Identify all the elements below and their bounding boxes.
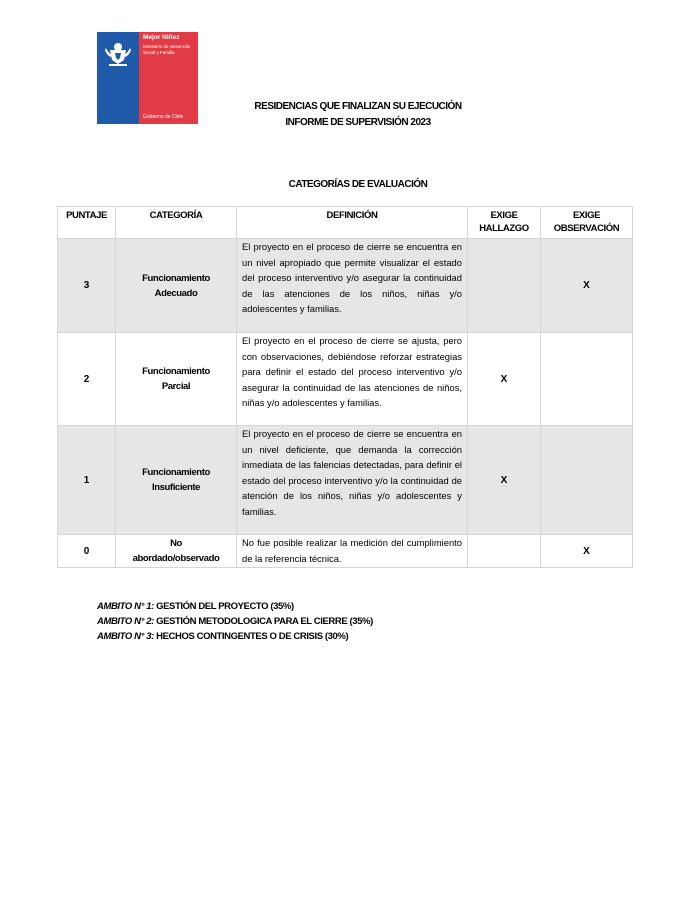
table-row [58,333,633,426]
row-finding-mark: X [468,333,541,426]
ambito-item [97,629,373,644]
category-line-1: Funcionamiento [142,467,210,478]
header-requires-observation [541,207,633,239]
category-line-1: Funcionamiento [142,366,210,377]
row-category [116,426,237,535]
row-finding-mark: X [468,426,541,535]
ambito-label: AMBITO N° 1: [97,601,154,612]
row-definition: No fue posible realizar la medición del cumplimiento de la referencia técnica. [237,535,468,568]
table-row [58,239,633,333]
row-category [116,333,237,426]
ambito-item [97,599,373,614]
ambito-text: GESTIÓN METODOLOGICA PARA EL CIERRE (35%) [153,616,373,627]
header-finding-line-1: EXIGE [490,210,518,221]
row-finding-mark [468,535,541,568]
header-score: PUNTAJE [58,207,116,239]
header-category: CATEGORÍA [116,207,237,239]
chilean-coat-of-arms-icon [103,38,133,68]
row-observation-mark [541,426,633,535]
header-definition: DEFINICIÓN [237,207,468,239]
report-title-line-2: INFORME DE SUPERVISIÓN 2023 [285,117,431,128]
evaluation-categories-table [57,206,633,568]
category-line-2: Insuficiente [152,482,200,493]
category-line-2: Adecuado [154,287,198,299]
category-line-1: Funcionamiento [142,272,210,284]
ambito-item [97,614,373,629]
header-finding-line-2: HALLAZGO [479,223,529,234]
row-definition: El proyecto en el proceso de cierre se encuentra en un nivel apropiado que permite visualizar el estado del proceso interventivo y/o asegurar la continuidad de las atenciones de los niños, niñas y/o adolescentes y familias. [237,239,468,333]
row-finding-mark [468,239,541,333]
header-observation-line-1: EXIGE [572,210,601,221]
ambito-text: GESTIÓN DEL PROYECTO (35%) [153,601,294,612]
row-score: 2 [58,333,116,426]
ambito-text: HECHOS CONTINGENTES O DE CRISIS (30%) [153,631,349,642]
ambito-label: AMBITO N° 2: [97,616,154,627]
row-observation-mark: X [541,535,633,568]
ambitos-list [97,599,373,644]
category-line-2: abordado/observado [132,553,220,564]
category-line-2: Parcial [161,381,191,392]
category-line-1: No [170,538,182,549]
row-observation-mark: X [541,239,633,333]
logo-government: Gobierno de Chile [143,114,184,120]
row-score: 3 [58,239,116,333]
row-definition: El proyecto en el proceso de cierre se ajusta, pero con observaciones, debiéndose reforzar estrategias para definir el estado del proceso interventivo y/o asegurar la continuidad de las atenciones de niños, niñas y/o adolescentes y familias. [237,333,468,426]
row-category [116,535,237,568]
logo-brand: Mejor Niñez [143,34,180,41]
table-row [58,426,633,535]
row-category [116,239,237,333]
table-header-row [58,207,633,239]
header-requires-finding [468,207,541,239]
report-title-line-1: RESIDENCIAS QUE FINALIZAN SU EJECUCIÓN [254,101,462,112]
logo-ministry: Ministerio de Desarrollo Social y Familia [143,44,191,55]
header-observation-line-2: OBSERVACIÓN [553,223,620,234]
section-title: CATEGORÍAS DE EVALUACIÓN [288,179,428,190]
row-definition: El proyecto en el proceso de cierre se encuentra en un nivel deficiente, que demanda la corrección inmediata de las falencias detectadas, para definir el estado del proceso interventivo y/o la continuidad de atención de los niños, niñas y/o adolescentes y familias. [237,426,468,535]
row-score: 0 [58,535,116,568]
table-row [58,535,633,568]
row-observation-mark [541,333,633,426]
ambito-label: AMBITO N° 3: [97,631,154,642]
row-score: 1 [58,426,116,535]
